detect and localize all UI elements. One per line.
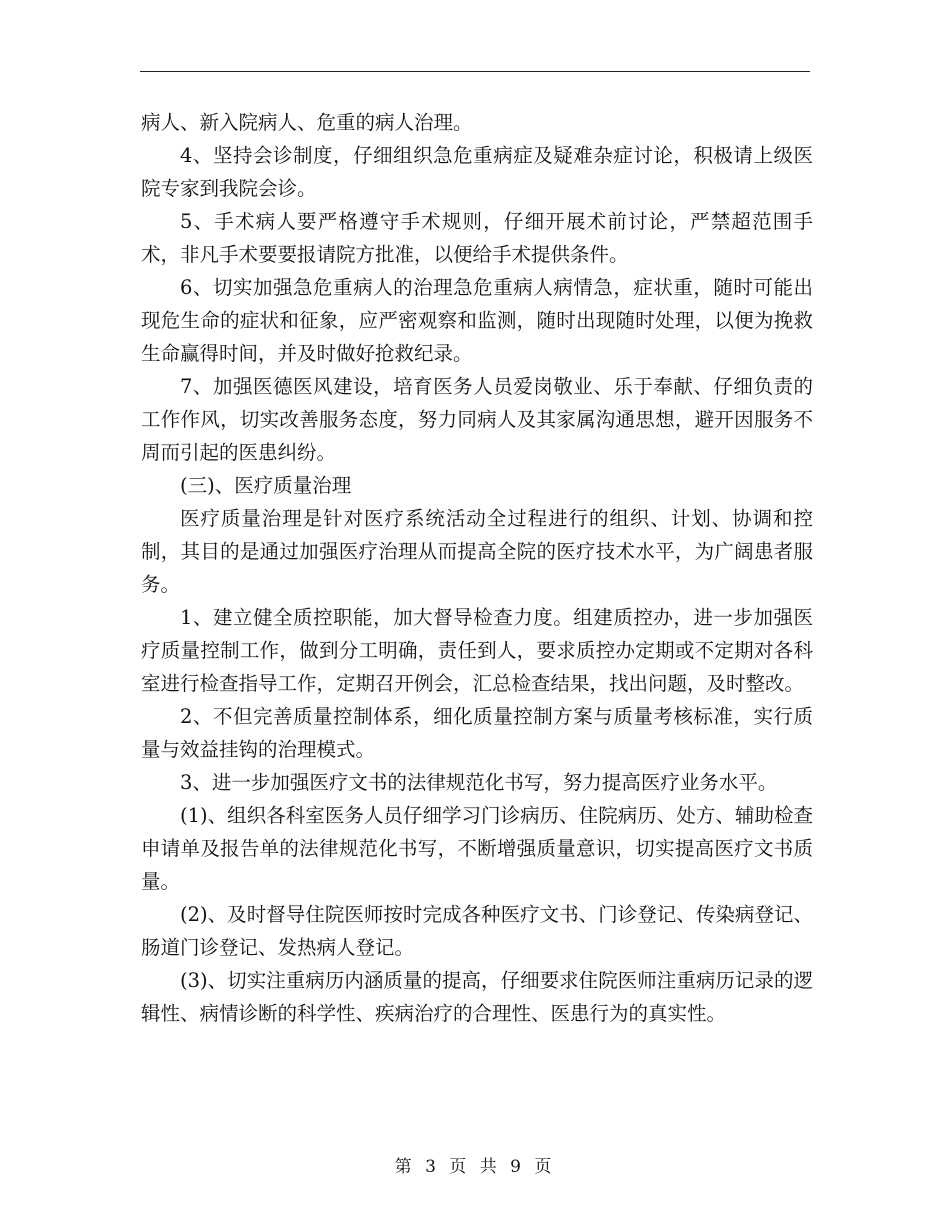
paragraph: 2、不但完善质量控制体系，细化质量控制方案与质量考核标准，实行质量与效益挂钩的治理模式。 <box>141 705 813 761</box>
paragraph: 医疗质量治理是针对医疗系统活动全过程进行的组织、计划、协调和控制，其目的是通过加强医疗治理从而提高全院的医疗技术水平，为广阔患者服务。 <box>141 507 813 596</box>
header-rule <box>140 71 810 72</box>
paragraph: (3)、切实注重病历内涵质量的提高，仔细要求住院医师注重病历记录的逻辑性、病情诊断的科学性、疾病治疗的合理性、医患行为的真实性。 <box>141 969 813 1025</box>
paragraph: 6、切实加强急危重病人的治理急危重病人病情急，症状重，随时可能出现危生命的症状和征象，应严密观察和监测，随时出现随时处理，以便为挽救生命赢得时间，并及时做好抢救纪录。 <box>141 276 813 365</box>
paragraph: 7、加强医德医风建设，培育医务人员爱岗敬业、乐于奉献、仔细负责的工作作风，切实改善服务态度，努力同病人及其家属沟通思想，避开因服务不周而引起的医患纠纷。 <box>141 375 813 464</box>
paragraph: 病人、新入院病人、危重的病人治理。 <box>141 111 473 134</box>
paragraph: (1)、组织各科室医务人员仔细学习门诊病历、住院病历、处方、辅助检查申请单及报告单的法律规范化书写，不断增强质量意识，切实提高医疗文书质量。 <box>141 804 813 893</box>
paragraph: (2)、及时督导住院医师按时完成各种医疗文书、门诊登记、传染病登记、肠道门诊登记、发热病人登记。 <box>141 903 813 959</box>
document-body <box>141 106 813 1030</box>
paragraph: 1、建立健全质控职能，加大督导检查力度。组建质控办，进一步加强医疗质量控制工作，做到分工明确，责任到人，要求质控办定期或不定期对各科室进行检查指导工作，定期召开例会，汇总检查结果，找出问题，及时整改。 <box>141 606 813 695</box>
paragraph: 5、手术病人要严格遵守手术规则，仔细开展术前讨论，严禁超范围手术，非凡手术要要报请院方批准，以便给手术提供条件。 <box>141 210 813 266</box>
page-number-footer: 第 3 页 共 9 页 <box>394 1157 556 1177</box>
section-heading: (三)、医疗质量治理 <box>180 474 352 497</box>
paragraph: 3、进一步加强医疗文书的法律规范化书写，努力提高医疗业务水平。 <box>180 771 778 794</box>
paragraph: 4、坚持会诊制度，仔细组织急危重病症及疑难杂症讨论，积极请上级医院专家到我院会诊。 <box>141 144 813 200</box>
